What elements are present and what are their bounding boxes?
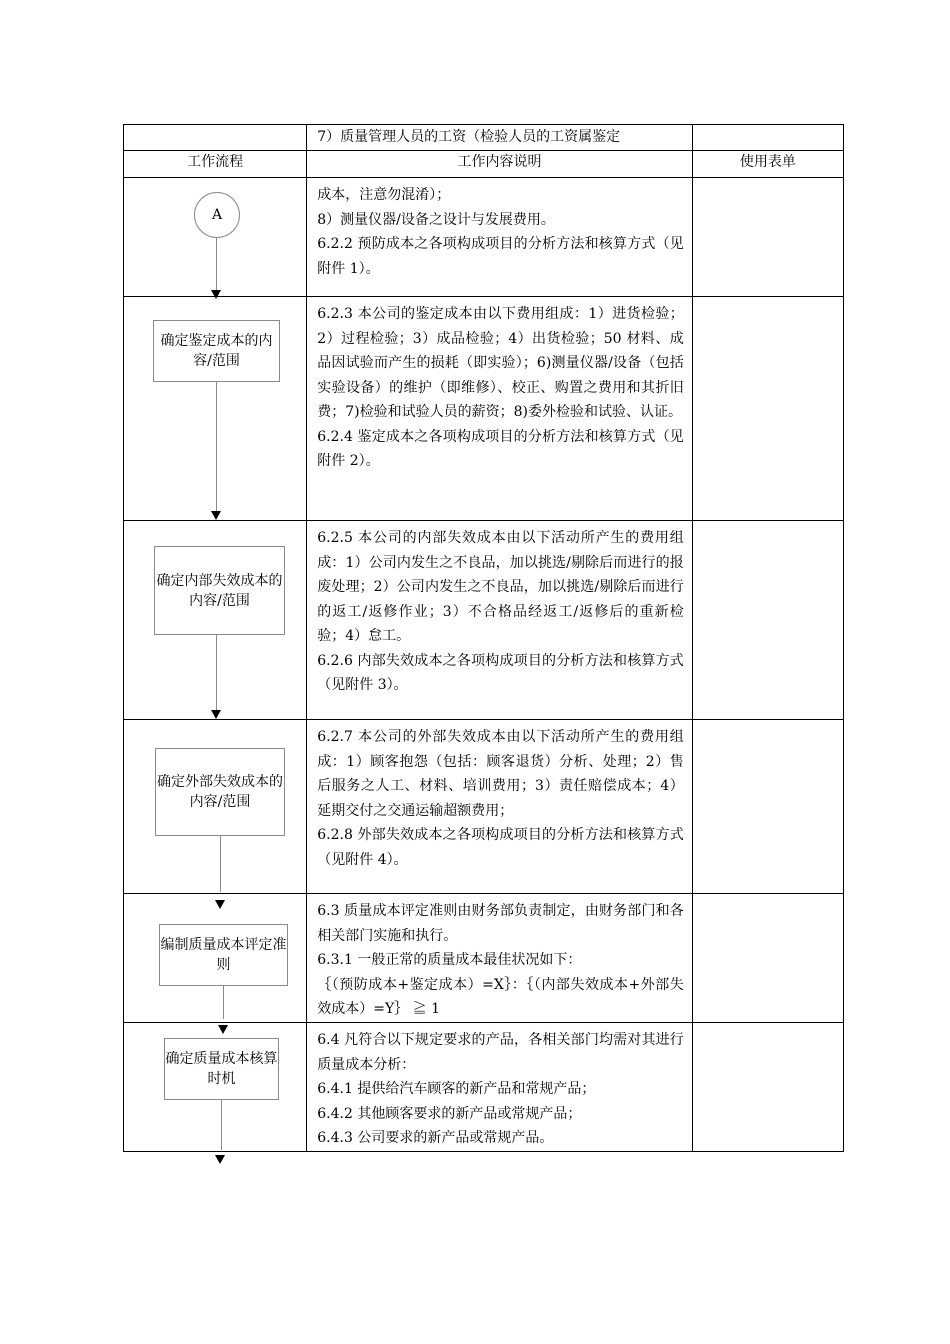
step-description	[307, 894, 693, 1023]
description-paragraph: 6.2.7 本公司的外部失效成本由以下活动所产生的费用组成：1）顾客抱怨（包括：顾客退货）分析、处理；2）售后服务之人工、材料、培训费用；3）责任赔偿成本；4）延期交付之交通运输超额费用；	[317, 729, 684, 819]
continuation-text: 7）质量管理人员的工资（检验人员的工资属鉴定	[307, 125, 693, 151]
description-paragraph: ｛（预防成本+鉴定成本）=X｝：｛（内部失效成本+外部失效成本）=Y｝ ≧ 1	[317, 976, 684, 1017]
header-row	[124, 151, 844, 178]
flow-step-box: 编制质量成本评定准则	[159, 924, 288, 986]
description-paragraph: 6.2.4 鉴定成本之各项构成项目的分析方法和核算方式（见附件 2）。	[317, 428, 684, 469]
flow-step-box: 确定内部失效成本的内容/范围	[154, 546, 285, 635]
flow-line	[221, 1100, 222, 1150]
forms-cell	[692, 178, 843, 297]
step-row	[124, 178, 844, 297]
step-row	[124, 521, 844, 720]
flow-line	[216, 382, 217, 512]
flow-line	[216, 238, 217, 293]
header-content: 工作内容说明	[307, 151, 693, 178]
description-paragraph: 6.2.8 外部失效成本之各项构成项目的分析方法和核算方式（见附件 4）。	[317, 827, 684, 868]
step-row	[124, 894, 844, 1023]
description-paragraph: 6.4.2 其他顾客要求的新产品或常规产品；	[317, 1105, 582, 1122]
description-paragraph: 6.4 凡符合以下规定要求的产品，各相关部门均需对其进行质量成本分析：	[317, 1032, 684, 1073]
procedure-table	[123, 124, 844, 1152]
description-paragraph: 6.2.5 本公司的内部失效成本由以下活动所产生的费用组成：1）公司内发生之不良品，加以挑选/剔除后而进行的报废处理；2）公司内发生之不良品，加以挑选/剔除后而进行的返工/返修作业；3）不合格品经返工/返修后的重新检验；4）怠工。	[317, 530, 684, 644]
continuation-row	[124, 125, 844, 151]
flow-cell	[124, 720, 307, 894]
flow-cell	[124, 178, 307, 297]
forms-cell	[692, 521, 843, 720]
description-paragraph: 6.4.3 公司要求的新产品或常规产品。	[317, 1130, 554, 1146]
step-description	[307, 521, 693, 720]
description-paragraph: 成本，注意勿混淆）；	[317, 187, 451, 203]
flow-line	[220, 836, 221, 892]
step-row	[124, 297, 844, 521]
arrow-down-icon	[211, 710, 221, 719]
forms-cell	[692, 1023, 843, 1152]
description-paragraph: 6.2.2 预防成本之各项构成项目的分析方法和核算方式（见附件 1）。	[317, 236, 684, 277]
step-description	[307, 1023, 693, 1152]
arrow-down-icon	[215, 1155, 225, 1164]
forms-cell	[692, 125, 843, 151]
flow-cell	[124, 521, 307, 720]
flow-step-box: 确定鉴定成本的内容/范围	[153, 320, 280, 382]
description-paragraph: 6.3.1 一般正常的质量成本最佳状况如下：	[317, 952, 582, 968]
connector-circle: A	[194, 192, 240, 238]
header-forms: 使用表单	[692, 151, 843, 178]
flow-step-box: 确定外部失效成本的内容/范围	[155, 748, 285, 836]
arrow-down-icon	[211, 511, 221, 520]
forms-cell	[692, 720, 843, 894]
forms-cell	[692, 894, 843, 1023]
step-row	[124, 1023, 844, 1152]
description-paragraph: 6.4.1 提供给汽车顾客的新产品和常规产品；	[317, 1081, 596, 1097]
flow-cell	[124, 125, 307, 151]
description-paragraph: 6.2.6 内部失效成本之各项构成项目的分析方法和核算方式（见附件 3）。	[317, 652, 684, 693]
step-description	[307, 297, 693, 521]
flow-step-box: 确定质量成本核算时机	[164, 1038, 279, 1100]
flow-cell	[124, 894, 307, 1023]
description-paragraph: 6.2.3 本公司的鉴定成本由以下费用组成：1）进货检验；2）过程检验；3）成品检验；4）出货检验；50 材料、成品因试验而产生的损耗（即实验）；6)测量仪器/设备（包括实验设备）的维护（即维修）、校正、购置之费用和其折旧费；7)检验和试验人员的薪资；8)委外检验和试验、认证。	[317, 306, 684, 420]
flow-cell	[124, 1023, 307, 1152]
step-description	[307, 178, 693, 297]
flow-line	[223, 986, 224, 1019]
flow-line	[216, 635, 217, 712]
header-flow: 工作流程	[124, 151, 307, 178]
step-description	[307, 720, 693, 894]
description-paragraph: 8）测量仪器/设备之设计与发展费用。	[317, 211, 555, 228]
description-paragraph: 6.3 质量成本评定准则由财务部负责制定，由财务部门和各相关部门实施和执行。	[317, 903, 684, 944]
step-row	[124, 720, 844, 894]
flow-cell	[124, 297, 307, 521]
forms-cell	[692, 297, 843, 521]
